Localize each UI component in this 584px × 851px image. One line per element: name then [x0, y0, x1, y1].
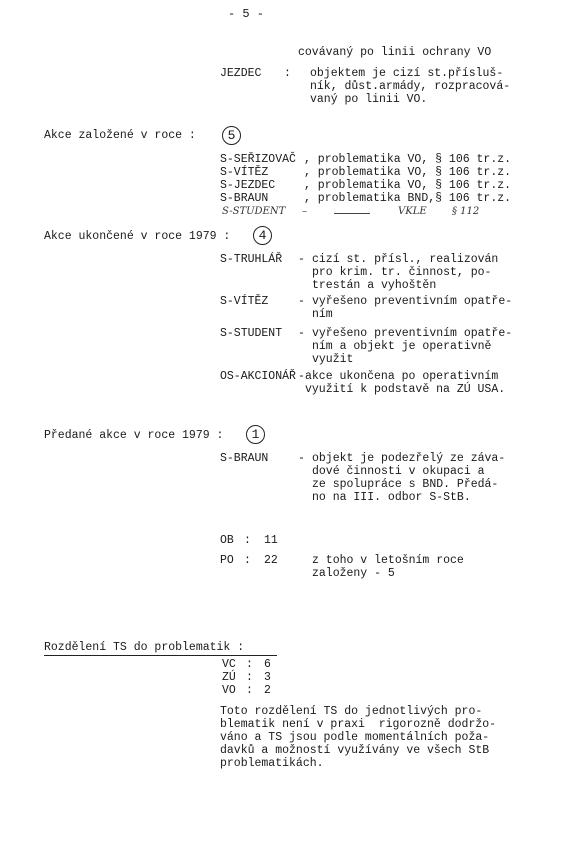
handwritten-mark: – — [302, 206, 307, 217]
established-row-detail: , problematika VO, § 106 tr.z. — [304, 153, 512, 166]
established-row-name: S-VÍTĚZ — [220, 166, 269, 179]
distribution-sep: : — [246, 658, 253, 671]
ended-row-line: vyřešeno preventivním opatře- — [312, 295, 513, 308]
ended-row-line: trestán a vyhoštěn — [312, 279, 437, 292]
ended-row-sep: - — [298, 253, 305, 266]
distribution-value: 2 — [264, 684, 271, 697]
jezdec-label: JEZDEC — [220, 67, 262, 80]
distribution-paragraph-line: blematik není v praxi rigorozně dodržo- — [220, 718, 497, 731]
po-value: 22 — [264, 554, 278, 567]
po-note: založeny - 5 — [312, 567, 395, 580]
distribution-paragraph-line: problematikách. — [220, 757, 324, 770]
page-number: - 5 - — [228, 7, 265, 21]
distribution-sep: : — [246, 671, 253, 684]
ended-row-line: využit — [312, 353, 354, 366]
distribution-label: ZÚ — [222, 671, 236, 684]
ended-count-circle: 4 — [253, 226, 272, 245]
ended-row-line: ním a objekt je operativně — [312, 340, 492, 353]
ended-row-sep: - — [298, 327, 305, 340]
po-label: PO — [220, 554, 234, 567]
ob-label: OB — [220, 534, 234, 547]
jezdec-line-2: ník, důst.armády, rozpracová- — [310, 80, 511, 93]
established-row-detail: , problematika BND,§ 106 tr.z. — [304, 192, 512, 205]
handwritten-name: S-STUDENT — [222, 206, 286, 217]
handwritten-note: VKLE — [398, 206, 427, 217]
established-row-name: S-SEŘIZOVAČ — [220, 153, 296, 166]
established-row-name: S-BRAUN — [220, 192, 269, 205]
established-count-circle: 5 — [222, 126, 241, 145]
distribution-label: VO — [222, 684, 236, 697]
ended-row-name: S-STUDENT — [220, 327, 283, 340]
ob-value: 11 — [264, 534, 278, 547]
established-row-detail: , problematika VO, § 106 tr.z. — [304, 179, 512, 192]
po-sep: : — [244, 554, 251, 567]
established-row-detail: , problematika VO, § 106 tr.z. — [304, 166, 512, 179]
ended-row-line: využití k podstavě na ZÚ USA. — [305, 383, 506, 396]
po-note: z toho v letošním roce — [312, 554, 464, 567]
handed-count-circle: 1 — [246, 425, 265, 444]
ended-row-line: akce ukončena po operativním — [305, 370, 499, 383]
ended-heading: Akce ukončené v roce 1979 : — [44, 230, 231, 243]
jezdec-separator: : — [284, 67, 291, 80]
distribution-label: VC — [222, 658, 236, 671]
jezdec-line-3: vaný po linii VO. — [310, 93, 428, 106]
handwritten-stroke — [334, 213, 370, 214]
continuation-line: covávaný po linii ochrany VO — [298, 46, 492, 59]
handed-heading: Předané akce v roce 1979 : — [44, 429, 224, 442]
handwritten-paragraph: § 112 — [452, 206, 480, 217]
ended-row-name: OS-AKCIONÁŘ — [220, 370, 296, 383]
ended-row-line: pro krim. tr. činnost, po- — [312, 266, 492, 279]
handed-row-line: objekt je podezřelý ze záva- — [312, 452, 506, 465]
ended-row-line: vyřešeno preventivním opatře- — [312, 327, 513, 340]
distribution-value: 3 — [264, 671, 271, 684]
distribution-paragraph-line: váno a TS jsou podle momentálních poža- — [220, 731, 490, 744]
ended-row-sep: - — [298, 295, 305, 308]
distribution-paragraph-line: davků a možností využívány ve všech StB — [220, 744, 490, 757]
distribution-sep: : — [246, 684, 253, 697]
handed-row-line: ze spolupráce s BND. Předá- — [312, 478, 499, 491]
distribution-value: 6 — [264, 658, 271, 671]
ob-sep: : — [244, 534, 251, 547]
ended-row-name: S-VÍTĚZ — [220, 295, 269, 308]
ended-row-name: S-TRUHLÁŘ — [220, 253, 283, 266]
ended-row-sep: - — [298, 370, 305, 383]
ended-row-line: ním — [312, 308, 333, 321]
jezdec-line-1: objektem je cizí st.přísluš- — [310, 67, 504, 80]
handed-row-name: S-BRAUN — [220, 452, 269, 465]
handed-row-line: no na III. odbor S-StB. — [312, 491, 471, 504]
established-row-name: S-JEZDEC — [220, 179, 276, 192]
handed-row-line: dové činnosti v okupaci a — [312, 465, 485, 478]
distribution-paragraph-line: Toto rozdělení TS do jednotlivých pro- — [220, 705, 483, 718]
distribution-heading: Rozdělení TS do problematik : — [44, 641, 245, 654]
heading-underline — [44, 655, 277, 656]
handed-row-sep: - — [298, 452, 305, 465]
ended-row-line: cizí st. přísl., realizován — [312, 253, 499, 266]
established-heading: Akce založené v roce : — [44, 129, 196, 142]
